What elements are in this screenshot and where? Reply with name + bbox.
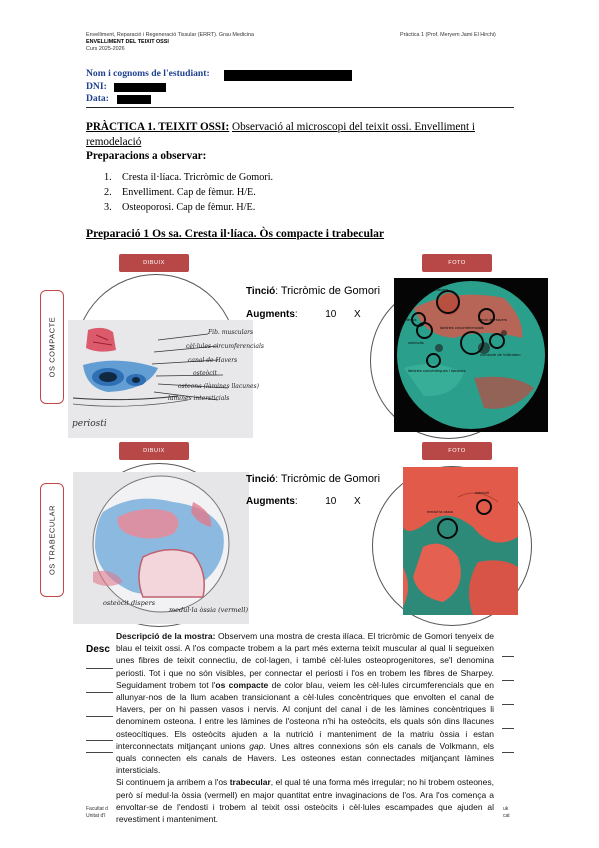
fill-line (502, 680, 514, 681)
compact-bone-photo (394, 278, 548, 432)
sketch-label: canal de Havers (188, 357, 238, 364)
photo-marker (436, 290, 460, 314)
photo-label: medul·la òssia (427, 509, 453, 514)
prep1-heading: Preparació 1 Os sa. Cresta il·líaca. Òs compacte i trabecular (86, 227, 385, 240)
stain-info: Tinció: Tricròmic de Gomori (246, 285, 381, 297)
student-name-label: Nom i cognoms de l'estudiant: (86, 68, 210, 79)
photo-marker (489, 333, 505, 349)
sketch-label: Fib. musculars (208, 329, 254, 336)
course-name: Envelliment, Reparació i Regeneració Tissular (ERRT). Grau Medicina (86, 32, 254, 38)
sketch-label: lamines intersticials (168, 395, 230, 402)
trabecular-bone-photo (403, 467, 518, 615)
list-item: 1. Cresta il·líaca. Tricròmic de Gomori. (104, 172, 274, 183)
draw-tag: DIBUIX (119, 442, 189, 460)
list-item: 3. Osteoporosi. Cap de fèmur. H/E. (104, 202, 256, 213)
side-label-trabecular: OS TRABECULAR (40, 483, 64, 597)
fill-line (502, 704, 514, 705)
practice-title: PRÀCTICA 1. TEIXIT OSSI: Observació al microscopi del teixit ossi. Envelliment i remodelació (86, 121, 475, 148)
sketch-label: osteòcit dispers (103, 599, 156, 607)
photo-marker (426, 353, 441, 368)
trabecular-bone-sketch (73, 472, 249, 624)
footer-left: Facultat d Unitat d'I (86, 806, 108, 819)
description-heading-hidden: Desc (86, 644, 110, 655)
preps-heading: Preparacions a observar: (86, 150, 207, 162)
sketch-label: medul·la òssia (vermell) (169, 606, 248, 614)
fill-line (86, 752, 113, 753)
photo-label: osteòcits (408, 340, 424, 345)
date-label: Data: (86, 93, 109, 104)
description-paragraph-1: Descripció de la mostra: Observem una mostra de cresta ilíaca. El tricròmic de Gomori tenyeix de blau el teixit ossi. A l'os compacte trobem a la part més externa teixit muscular al qual li segueixen unes fibres de teixit connectiu, de col·lagen, i també cèl·lules osteoprogenitores, se'l denomina periosti. Tot i que no són visibles, per connectar el periosti i l'os en trobem les fibres de Sharpey. Seguidament trobem tot l'os compacte de color blau, veiem les cèl·lules circumferencials que en allunyar-nos de la llum acaben transicionant a cèl·lules concèntriques que envolten el canal de Havers, per on hi passen vasos i nervis. Al conjunt del canal i de les làmines concèntriques li denominem osteona. I entre les làmines de l'osteona n'hi ha osteòcits, els quals són dins llacunes osteocítiques. Els osteòcits ajuden a la nutrició i manteniment de la matriu òssia i estan interconnectats mitjançant unions gap. Unes altres connexions són els canals de Volkmann, els quals connecten els canals de Havers. Les osteones estan connectades mitjançant làmines intersticials. (116, 631, 495, 776)
sketch-label: osteòcit (193, 370, 217, 377)
photo-marker (476, 499, 492, 515)
photo-tag: FOTO (422, 254, 492, 272)
course-subject: ENVELLIMENT DEL TEIXIT OSSI (86, 39, 169, 45)
photo-label: làmines circumferencials (440, 325, 484, 330)
fill-line (86, 692, 113, 693)
list-item: 2. Envelliment. Cap de fèmur. H/E. (104, 187, 256, 198)
photo-label: Sharpey (433, 287, 448, 292)
sketch-label: osteona (làmines llacunes) (178, 383, 259, 390)
photo-label: làmines concèntriques i llacunes (408, 368, 466, 373)
fill-line (502, 728, 514, 729)
footer-right: uk cat (503, 806, 510, 819)
sketch-label: periosti (72, 419, 107, 429)
description-paragraph-2: Si continuem ja arribem a l'os trabecular, el qual té una forma més irregular; no hi trobem osteones, però sí medul·la òssia (vermell) en major quantitat entre invaginacions de l'os. Ara l'os comença a envoltar-se de l'endosti i trobem al teixit ossi osteòcits i cèl·lules escampades que ajuden al revestiment i manteniment. (116, 777, 494, 825)
redacted-date (117, 95, 151, 104)
photo-marker (437, 518, 458, 539)
photo-label: canal de Havers (478, 317, 507, 322)
fill-line (502, 656, 514, 657)
course-year: Curs 2025-2026 (86, 46, 125, 52)
sample-description (116, 630, 494, 825)
compact-bone-sketch (68, 320, 264, 438)
magnification-info: Augments: 10 X (246, 309, 361, 320)
photo-tag: FOTO (422, 442, 492, 460)
preps-list (104, 172, 273, 217)
fill-line (86, 740, 113, 741)
redacted-name (224, 70, 352, 81)
photo-label: perifèrica (400, 317, 417, 322)
fill-line (502, 752, 514, 753)
redacted-dni (114, 83, 166, 92)
fill-line (86, 716, 113, 717)
photo-label: osteòcit (475, 490, 489, 495)
stain-info: Tinció: Tricròmic de Gomori (246, 473, 381, 485)
divider (86, 107, 514, 108)
practice-header: Pràctica 1 (Prof. Meryem Jami El Hirchi) (400, 32, 496, 38)
dni-label: DNI: (86, 81, 107, 92)
side-label-compact: OS COMPACTE (40, 290, 64, 404)
fill-line (86, 668, 113, 669)
photo-label: conducte de Volkmann (480, 352, 521, 357)
photo-marker (416, 322, 433, 339)
draw-tag: DIBUIX (119, 254, 189, 272)
magnification-info: Augments: 10 X (246, 496, 361, 507)
sketch-label: cèl·lules circumferencials (186, 343, 264, 350)
course-header (86, 32, 254, 53)
